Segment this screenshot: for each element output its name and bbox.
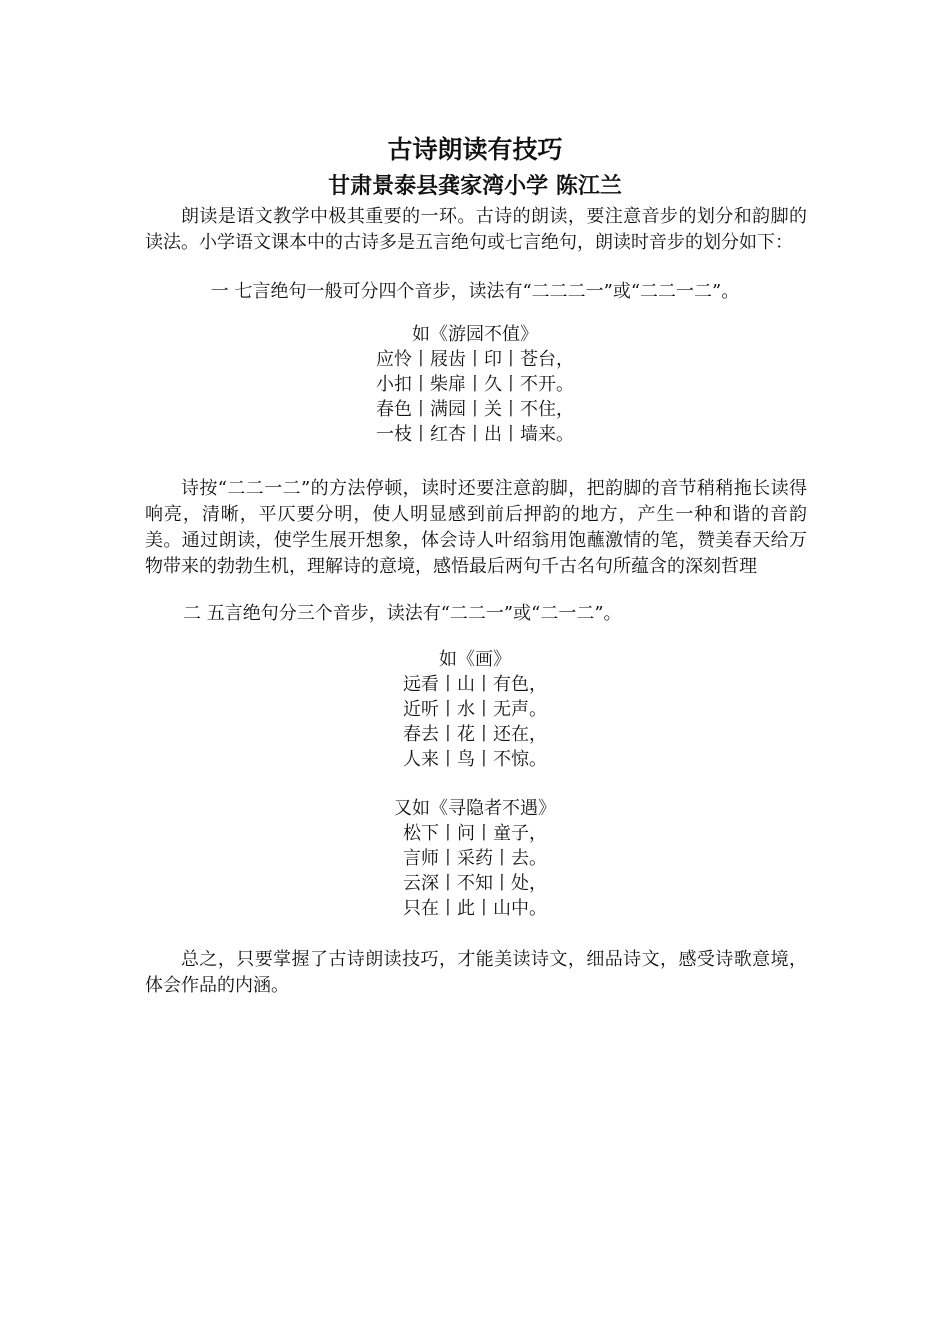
- poem-line: 人来丨鸟丨不惊。: [403, 749, 547, 770]
- poem-line: 应怜丨屐齿丨印丨苍台，: [376, 349, 574, 370]
- intro-paragraph: 朗读是语文教学中极其重要的一环。古诗的朗读，要注意音步的划分和韵脚的读法。小学语文课本中的古诗多是五言绝句或七言绝句，朗读时音步的划分如下：: [145, 206, 807, 253]
- document-title: 古诗朗读有技巧: [387, 135, 563, 164]
- poem-line: 春色丨满园丨关丨不住，: [376, 399, 574, 420]
- poem-line: 近听丨水丨无声。: [403, 699, 547, 720]
- commentary-paragraph: 诗按“二二一二”的方法停顿，读时还要注意韵脚，把韵脚的音节稍稍拖长读得响亮，清晰，平仄要分明，使人明显感到前后押韵的地方，产生一种和谐的音韵美。通过朗读，使学生展开想象，体会诗人叶绍翁用饱蘸激情的笔，赞美春天给万物带来的勃勃生机，理解诗的意境，感悟最后两句千古名句所蕴含的深刻哲理: [145, 478, 807, 577]
- conclusion-paragraph: 总之，只要掌握了古诗朗读技巧，才能美读诗文，细品诗文，感受诗歌意境，体会作品的内涵。: [145, 949, 807, 996]
- poem-hua: [0, 647, 950, 772]
- document-author: 甘肃景泰县龚家湾小学 陈江兰: [328, 173, 622, 199]
- poem-line: 只在丨此丨山中。: [403, 898, 547, 919]
- poem-line: 一枝丨红杏丨出丨墙来。: [376, 424, 574, 445]
- poem-xun-yin-zhe-bu-yu: [0, 796, 950, 921]
- poem-line: 小扣丨柴扉丨久丨不开。: [376, 374, 574, 395]
- poem-heading: 如《游园不值》: [412, 324, 538, 345]
- poem-heading: 又如《寻隐者不遇》: [394, 798, 556, 819]
- poem-line: 远看丨山丨有色，: [403, 674, 547, 695]
- poem-line: 云深丨不知丨处，: [403, 873, 547, 894]
- seven-character-rule: 一 七言绝句一般可分四个音步，读法有“二二二一”或“二二一二”。: [210, 281, 740, 302]
- poem-heading: 如《画》: [439, 649, 511, 670]
- poem-line: 言师丨采药丨去。: [403, 848, 547, 869]
- poem-line: 春去丨花丨还在，: [403, 724, 547, 745]
- poem-line: 松下丨问丨童子，: [403, 823, 547, 844]
- poem-you-yuan-bu-zhi: [0, 322, 950, 447]
- five-character-rule: 二 五言绝句分三个音步，读法有“二二一”或“二一二”。: [183, 603, 622, 624]
